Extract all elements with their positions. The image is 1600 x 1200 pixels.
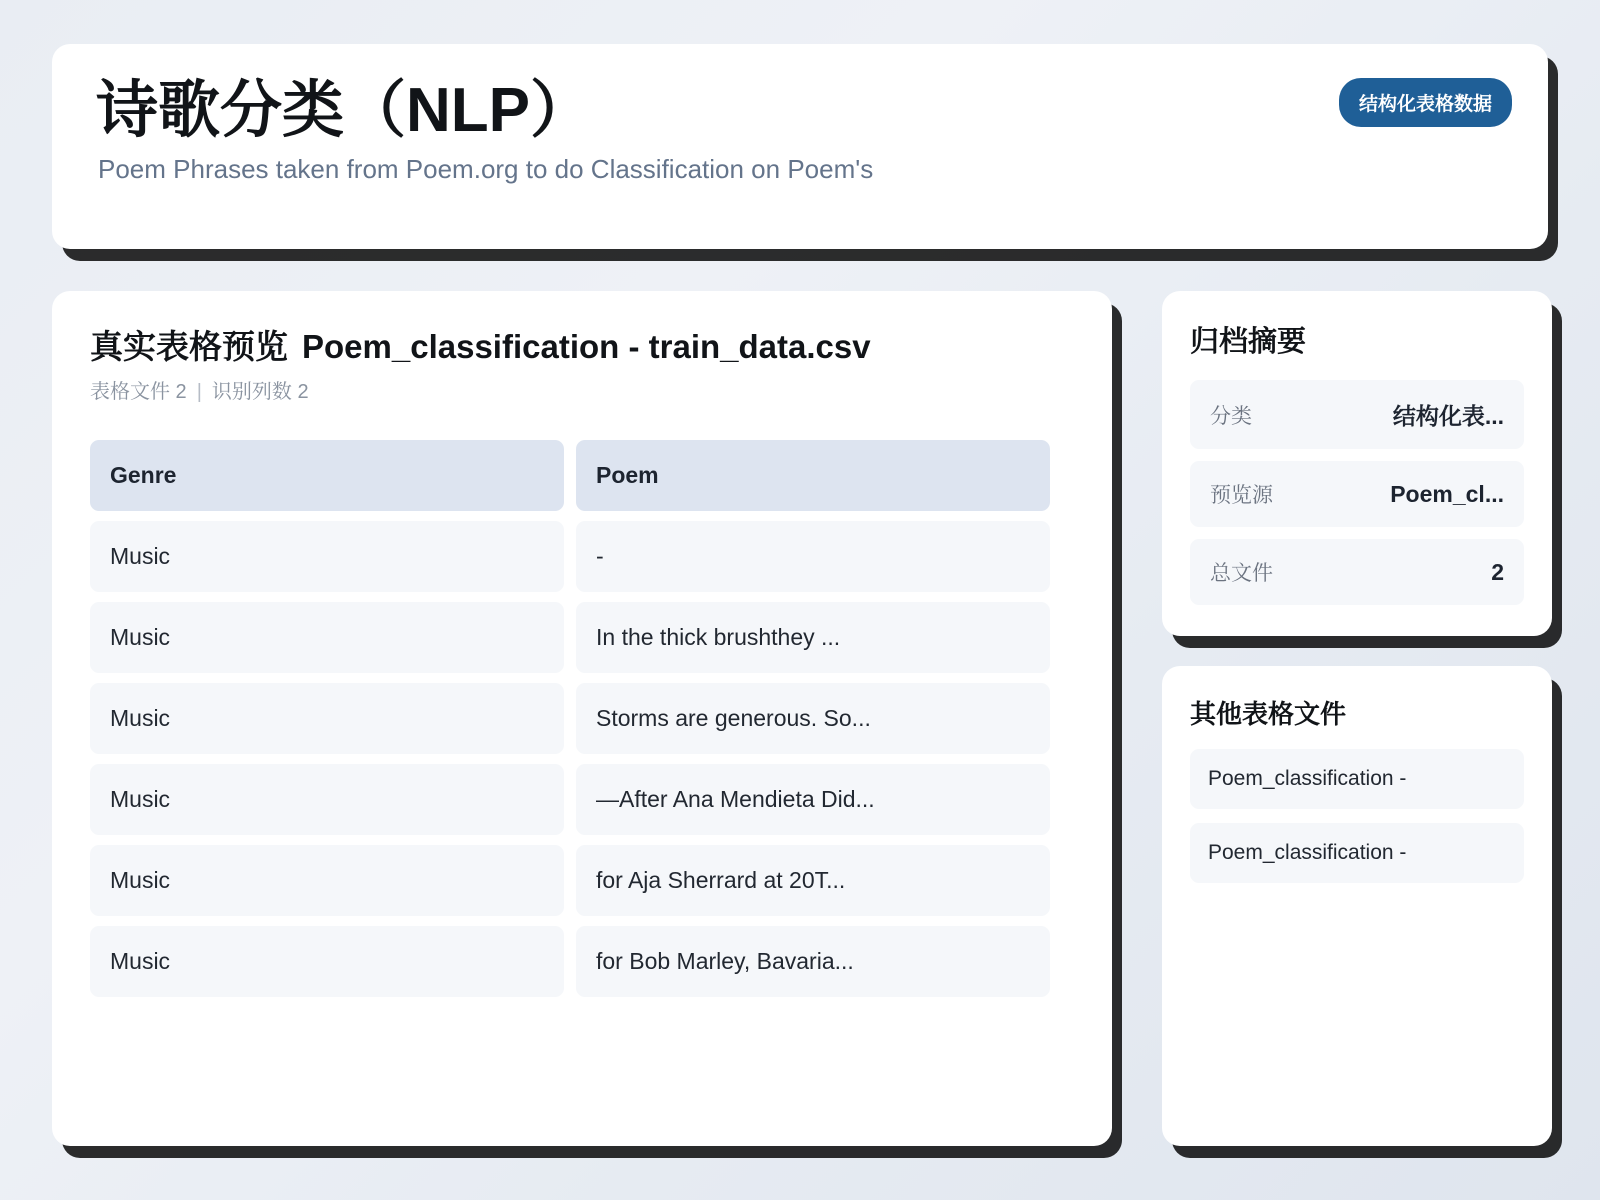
summary-key: 预览源: [1210, 484, 1273, 507]
table-header-row: [90, 440, 1050, 511]
meta-file-count: 表格文件 2: [90, 380, 187, 403]
summary-card: [1162, 291, 1552, 636]
table-preview-file-name: Poem_classification - train_data.csv: [302, 328, 871, 365]
summary-key: 总文件: [1210, 562, 1273, 585]
summary-value: 结构化表...: [1392, 403, 1504, 429]
cell-poem: Storms are generous. So...: [576, 683, 1050, 754]
cell-genre: Music: [90, 764, 564, 835]
preview-table-body: [90, 521, 1050, 997]
meta-separator: |: [196, 380, 202, 403]
list-item[interactable]: Poem_classification -: [1190, 823, 1524, 883]
other-files-title: 其他表格文件: [1190, 699, 1347, 729]
cell-genre: Music: [90, 845, 564, 916]
page-subtitle: Poem Phrases taken from Poem.org to do Classification on Poem's: [98, 154, 874, 185]
summary-key: 分类: [1210, 404, 1252, 428]
column-header-genre: Genre: [90, 440, 564, 511]
summary-title: 归档摘要: [1190, 326, 1307, 358]
table-preview-title: [90, 327, 1074, 367]
meta-column-count: 识别列数 2: [211, 380, 309, 403]
preview-table-head: [90, 440, 1050, 511]
cell-poem: —After Ana Mendieta Did...: [576, 764, 1050, 835]
cell-genre: Music: [90, 602, 564, 673]
other-files-card: [1162, 666, 1552, 1146]
cell-genre: Music: [90, 926, 564, 997]
cell-genre: Music: [90, 683, 564, 754]
summary-value: Poem_cl...: [1390, 480, 1504, 507]
summary-item-category: [1190, 380, 1524, 449]
header-card: [52, 44, 1548, 249]
preview-table: [78, 430, 1062, 1007]
cell-poem: for Aja Sherrard at 20T...: [576, 845, 1050, 916]
table-preview-title-prefix: 真实表格预览: [90, 328, 288, 365]
cell-poem: In the thick brushthey ...: [576, 602, 1050, 673]
list-item[interactable]: Poem_classification -: [1190, 749, 1524, 809]
cell-genre: Music: [90, 521, 564, 592]
summary-value: 2: [1491, 558, 1504, 585]
table-preview-card: [52, 291, 1112, 1146]
body-row: [52, 291, 1548, 1146]
table-row: [90, 602, 1050, 673]
table-row: [90, 521, 1050, 592]
table-row: [90, 926, 1050, 997]
cell-poem: -: [576, 521, 1050, 592]
page-title: 诗歌分类（NLP）: [96, 76, 593, 145]
table-row: [90, 683, 1050, 754]
table-preview-meta: [90, 375, 1074, 404]
column-header-poem: Poem: [576, 440, 1050, 511]
summary-item-total-files: [1190, 539, 1524, 605]
table-row: [90, 764, 1050, 835]
cell-poem: for Bob Marley, Bavaria...: [576, 926, 1050, 997]
sidebar: [1162, 291, 1552, 1146]
table-row: [90, 845, 1050, 916]
status-badge: 结构化表格数据: [1339, 78, 1512, 127]
summary-item-preview-source: [1190, 461, 1524, 527]
